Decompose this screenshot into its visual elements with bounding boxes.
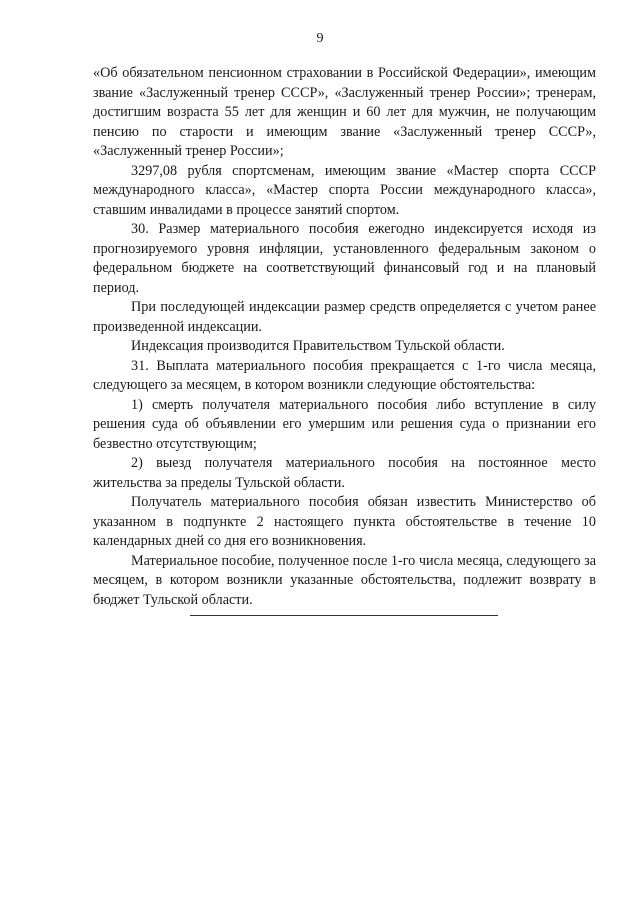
paragraph-notification: Получатель материального пособия обязан известить Министерство об указанном в подпункте 2 настоящего пункта обстоятельстве в течение 10 календарных дней со дня его возникновения. (93, 494, 596, 549)
paragraph-31-item-1: 1) смерть получателя материального пособия либо вступление в силу решения суда об объявлении его умершим или решения суда о признании его безвестно отсутствующим; (93, 396, 596, 452)
paragraph-31: 31. Выплата материального пособия прекращается с 1-го числа месяца, следующего за месяцем, в котором возникли следующие обстоятельства: (93, 357, 596, 393)
paragraph-refund: Материальное пособие, полученное после 1-го числа месяца, следующего за месяцем, в котором возникли указанные обстоятельства, подлежит возврату в бюджет Тульской области. (93, 552, 596, 608)
paragraph-30: 30. Размер материального пособия ежегодно индексируется исходя из прогнозируемого уровня инфляции, установленного федеральным законом о федеральном бюджете на соответствующий финансовый год и на плановый период. (93, 221, 596, 296)
paragraph-indexation-government: Индексация производится Правительством Тульской области. (131, 338, 505, 354)
paragraph-continuation: «Об обязательном пенсионном страховании в Российской Федерации», имеющим звание «Заслуженный тренер СССР», «Заслуженный тренер России»; тренерам, достигшим возраста 55 лет для женщин и 60 лет для мужчин, не получающим пенсию по старости и имеющим звание «Заслуженный тренер СССР», «Заслуженный тренер России»; (93, 65, 596, 159)
footer-divider (190, 615, 498, 616)
page-number: 9 (316, 31, 324, 46)
paragraph-31-item-2: 2) выезд получателя материального пособия на постоянное место жительства за пределы Тульской области. (93, 455, 596, 491)
paragraph-master-sport: 3297,08 рубля спортсменам, имеющим звание «Мастер спорта СССР международного класса», «Мастер спорта России международного класса», ставшим инвалидами в процессе занятий спортом. (93, 162, 596, 218)
document-body (93, 64, 596, 610)
paragraph-indexation: При последующей индексации размер средств определяется с учетом ранее произведенной индексации. (93, 299, 596, 335)
